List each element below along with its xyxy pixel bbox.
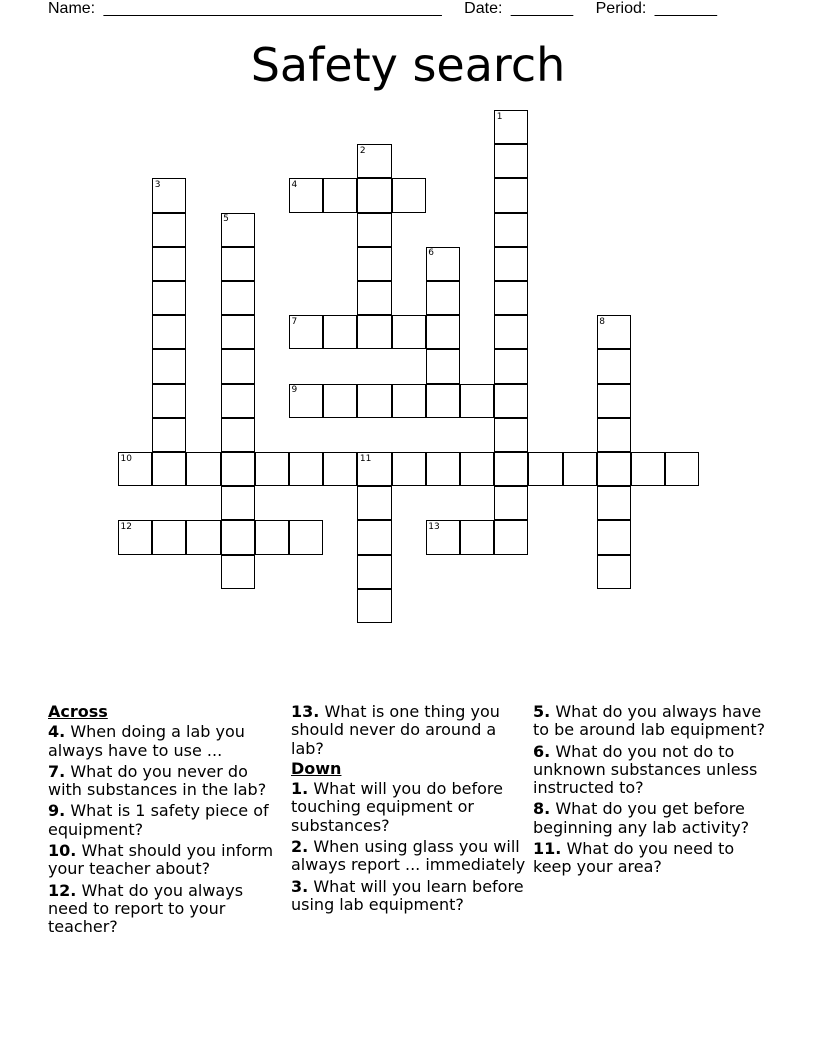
clue-text: When doing a lab you always have to use ... [48,722,245,760]
clue-number-label: 3 [154,179,161,190]
grid-cell[interactable] [563,452,597,486]
grid-cell[interactable] [152,247,186,281]
clue-text: What do you need to keep your area? [533,839,735,877]
grid-cell[interactable] [357,315,391,349]
clue-number-label: 4 [291,179,298,190]
clue-number: 2. [291,837,309,857]
grid-cell[interactable] [426,520,460,554]
clue-text: What do you always need to report to your teacher? [48,880,244,937]
grid-cell[interactable] [494,349,528,383]
clue-number: 12. [48,880,77,900]
clue-across-9 [48,802,284,839]
name-blank[interactable]: ______________________________________ [103,0,442,17]
grid-cell[interactable] [221,315,255,349]
clue-number: 9. [48,801,66,821]
grid-cell[interactable] [152,315,186,349]
grid-cell[interactable] [357,213,391,247]
grid-cell[interactable] [221,555,255,589]
grid-cell[interactable] [357,555,391,589]
grid-cell[interactable] [460,384,494,418]
grid-cell[interactable] [152,384,186,418]
grid-cell[interactable] [289,315,323,349]
grid-cell[interactable] [460,520,494,554]
clue-number-label: 7 [291,316,298,327]
grid-cell[interactable] [357,589,391,623]
grid-cell[interactable] [494,486,528,520]
grid-cell[interactable] [597,520,631,554]
period-blank[interactable]: _______ [654,0,718,17]
grid-cell[interactable] [152,349,186,383]
clue-text: What do you always have to be around lab equipment? [533,702,766,740]
grid-cell[interactable] [392,178,426,212]
clue-number-label: 6 [428,248,435,259]
clue-across-10 [48,842,284,879]
clue-number-label: 5 [223,214,229,225]
clue-number-label: 13 [428,521,440,532]
clue-number: 5. [533,702,551,721]
grid-cell[interactable] [323,384,357,418]
period-label: Period: [595,0,647,17]
grid-cell[interactable] [152,213,186,247]
clue-across-13 [291,703,527,758]
grid-cell[interactable] [357,144,391,178]
grid-cell[interactable] [357,384,391,418]
grid-cell[interactable] [357,452,391,486]
clue-number-label: 1 [496,111,503,122]
grid-cell[interactable] [255,452,289,486]
clue-number-label: 11 [359,453,372,464]
clue-number: 7. [48,761,66,781]
grid-cell[interactable] [494,144,528,178]
grid-cell[interactable] [494,452,528,486]
grid-cell[interactable] [460,452,494,486]
clue-number: 1. [291,779,309,799]
grid-cell[interactable] [186,452,220,486]
grid-cell[interactable] [221,213,255,247]
clue-down-3 [291,878,527,915]
grid-cell[interactable] [221,486,255,520]
clue-down-1 [291,780,527,835]
clue-number: 13. [291,702,320,721]
clue-text: What should you inform your teacher about? [48,841,274,879]
clue-number: 4. [48,722,66,742]
grid-cell[interactable] [631,452,665,486]
across-heading: Across [48,702,108,721]
name-label: Name: [48,0,96,17]
grid-cell[interactable] [289,178,323,212]
clue-number-label: 10 [120,453,132,464]
grid-cell[interactable] [426,315,460,349]
clue-number-label: 2 [359,145,366,156]
grid-cell[interactable] [289,452,323,486]
clue-number: 10. [48,841,77,861]
worksheet-header [48,0,735,18]
clue-text: What do you get before beginning any lab activity? [533,799,750,837]
clue-number-label: 12 [120,521,132,532]
clue-column-3 [533,703,773,877]
clue-text: What is 1 safety piece of equipment? [48,801,269,839]
grid-cell[interactable] [357,486,391,520]
date-blank[interactable]: _______ [510,0,574,17]
clue-number-label: 8 [599,316,606,327]
grid-cell[interactable] [494,178,528,212]
grid-cell[interactable] [357,178,391,212]
down-heading: Down [291,758,342,778]
grid-cell[interactable] [528,452,562,486]
clue-across-7 [48,763,284,800]
grid-cell[interactable] [221,452,255,486]
grid-cell[interactable] [597,486,631,520]
grid-cell[interactable] [186,520,220,554]
grid-cell[interactable] [221,418,255,452]
clue-across-4 [48,723,284,760]
clue-number: 8. [533,799,551,819]
clue-down-5 [533,703,773,740]
clue-column-2 [291,703,527,914]
grid-cell[interactable] [289,520,323,554]
grid-cell[interactable] [392,315,426,349]
grid-cell[interactable] [597,418,631,452]
grid-cell[interactable] [597,452,631,486]
grid-cell[interactable] [152,178,186,212]
grid-cell[interactable] [426,247,460,281]
grid-cell[interactable] [494,315,528,349]
grid-cell[interactable] [118,520,152,554]
clue-text: What do you never do with substances in the lab? [48,761,267,800]
grid-cell[interactable] [221,281,255,315]
clue-number: 6. [533,741,551,761]
clue-number: 3. [291,876,309,896]
grid-cell[interactable] [494,213,528,247]
date-label: Date: [464,0,503,17]
grid-cell[interactable] [494,247,528,281]
grid-cell[interactable] [357,281,391,315]
grid-cell[interactable] [221,384,255,418]
clue-down-11 [533,840,773,877]
grid-cell[interactable] [494,110,528,144]
clue-number-label: 9 [291,385,298,396]
clue-down-8 [533,800,773,837]
grid-cell[interactable] [152,418,186,452]
grid-cell[interactable] [392,384,426,418]
grid-cell[interactable] [494,418,528,452]
grid-cell[interactable] [426,349,460,383]
grid-cell[interactable] [597,384,631,418]
grid-cell[interactable] [597,349,631,383]
grid-cell[interactable] [118,452,152,486]
clue-across-12 [48,882,284,937]
page-title: Safety search [250,38,566,92]
clue-number: 11. [533,839,562,859]
grid-cell[interactable] [357,247,391,281]
clue-column-1 [48,703,284,937]
clue-down-2 [291,838,527,875]
grid-cell[interactable] [357,520,391,554]
clue-text: What do you not do to unknown substances unless instructed to? [533,741,758,798]
grid-cell[interactable] [221,520,255,554]
grid-cell[interactable] [494,281,528,315]
grid-cell[interactable] [152,520,186,554]
clue-text: What will you learn before using lab equipment? [291,876,524,914]
grid-cell[interactable] [597,315,631,349]
grid-cell[interactable] [152,452,186,486]
grid-cell[interactable] [323,315,357,349]
grid-cell[interactable] [426,281,460,315]
grid-cell[interactable] [426,452,460,486]
grid-cell[interactable] [255,520,289,554]
grid-cell[interactable] [323,452,357,486]
grid-cell[interactable] [289,384,323,418]
clue-text: What will you do before touching equipment or substances? [291,779,503,835]
grid-cell[interactable] [494,520,528,554]
clue-text: What is one thing you should never do around a lab? [291,702,500,758]
grid-cell[interactable] [221,247,255,281]
grid-cell[interactable] [392,452,426,486]
grid-cell[interactable] [494,384,528,418]
grid-cell[interactable] [665,452,699,486]
grid-cell[interactable] [221,349,255,383]
clue-text: When using glass you will always report ... immediately [291,837,526,875]
grid-cell[interactable] [426,384,460,418]
grid-cell[interactable] [323,178,357,212]
clue-down-6 [533,743,773,798]
grid-cell[interactable] [152,281,186,315]
grid-cell[interactable] [597,555,631,589]
